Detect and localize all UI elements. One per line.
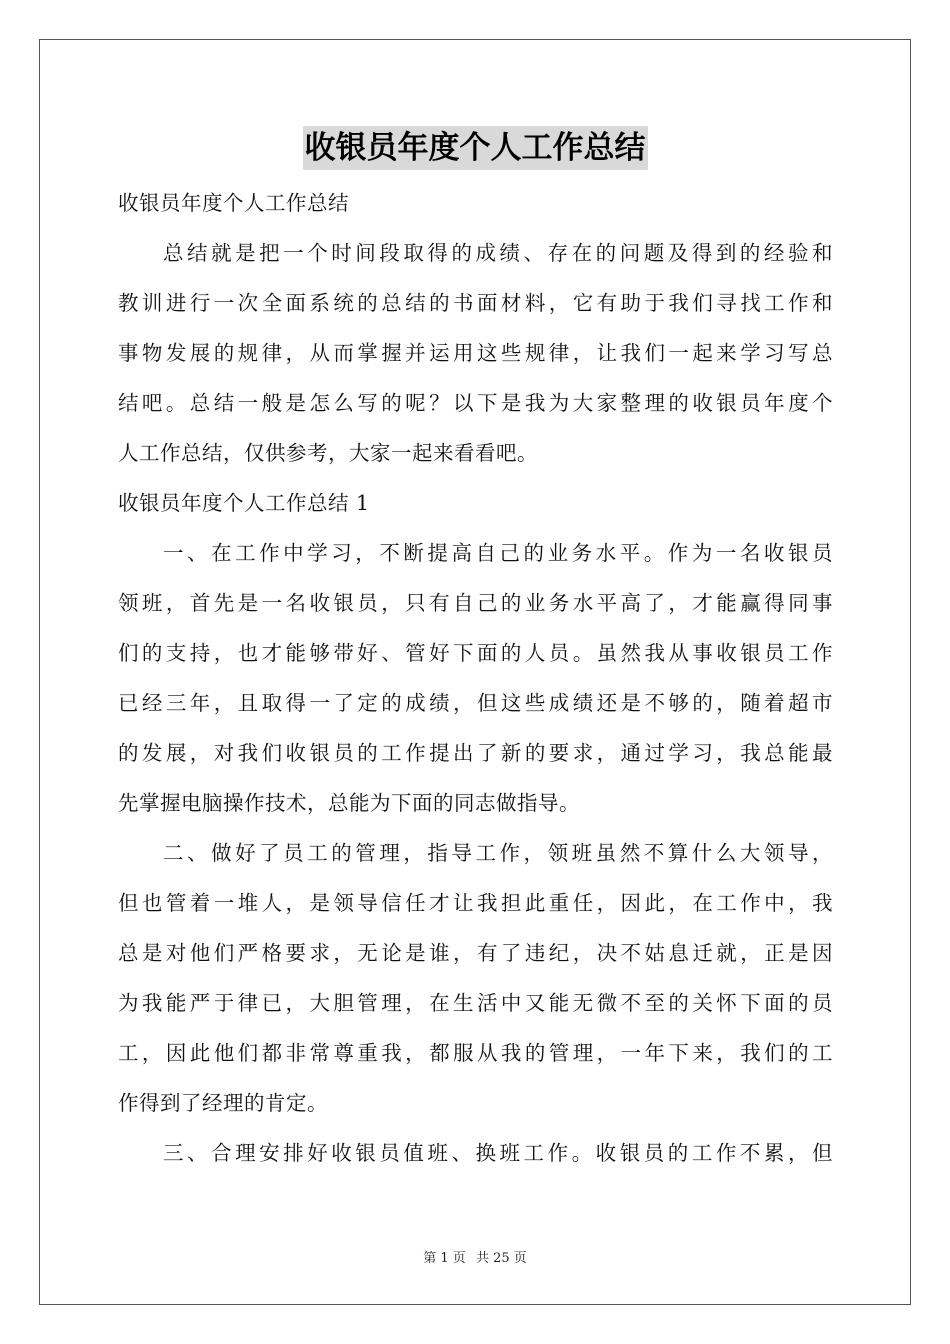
paragraph-line: 总是对他们严格要求，无论是谁，有了违纪，决不姑息迁就，正是因 [118, 941, 833, 965]
section-heading: 收银员年度个人工作总结 [118, 191, 349, 215]
title-container [0, 126, 950, 170]
paragraph-line: 们的支持，也才能够带好、管好下面的人员。虽然我从事收银员工作 [118, 641, 833, 665]
page-total: 共 25 页 [475, 1251, 527, 1266]
paragraph-line: 工，因此他们都非常尊重我，都服从我的管理，一年下来，我们的工 [118, 1041, 833, 1065]
paragraph-line: 领班，首先是一名收银员，只有自己的业务水平高了，才能赢得同事 [118, 591, 833, 615]
paragraph-line: 但也管着一堆人，是领导信任才让我担此重任，因此，在工作中，我 [118, 891, 833, 915]
paragraph-line: 教训进行一次全面系统的总结的书面材料，它有助于我们寻找工作和 [118, 291, 833, 315]
page-number: 第 1 页 [423, 1251, 466, 1266]
paragraph-line: 二、做好了员工的管理，指导工作，领班虽然不算什么大领导， [163, 841, 833, 865]
paragraph-line: 一、在工作中学习，不断提高自己的业务水平。作为一名收银员 [163, 541, 833, 565]
document-body [118, 178, 833, 1178]
paragraph-line: 总结就是把一个时间段取得的成绩、存在的问题及得到的经验和 [163, 241, 833, 265]
paragraph-line: 为我能严于律已，大胆管理，在生活中又能无微不至的关怀下面的员 [118, 991, 833, 1015]
document-title: 收银员年度个人工作总结 [303, 126, 648, 170]
paragraph-line: 结吧。总结一般是怎么写的呢？以下是我为大家整理的收银员年度个 [118, 391, 833, 415]
paragraph-line: 三、合理安排好收银员值班、换班工作。收银员的工作不累，但 [163, 1141, 833, 1165]
paragraph-line: 已经三年，且取得一了定的成绩，但这些成绩还是不够的，随着超市 [118, 691, 833, 715]
paragraph-line: 先掌握电脑操作技术，总能为下面的同志做指导。 [118, 791, 580, 815]
paragraph-line: 作得到了经理的肯定。 [118, 1091, 328, 1115]
paragraph-line: 事物发展的规律，从而掌握并运用这些规律，让我们一起来学习写总 [118, 341, 833, 365]
paragraph-line: 人工作总结，仅供参考，大家一起来看看吧。 [118, 441, 538, 465]
page-footer [0, 1247, 950, 1266]
paragraph-line: 的发展，对我们收银员的工作提出了新的要求，通过学习，我总能最 [118, 741, 833, 765]
section-heading: 收银员年度个人工作总结 1 [118, 491, 370, 515]
